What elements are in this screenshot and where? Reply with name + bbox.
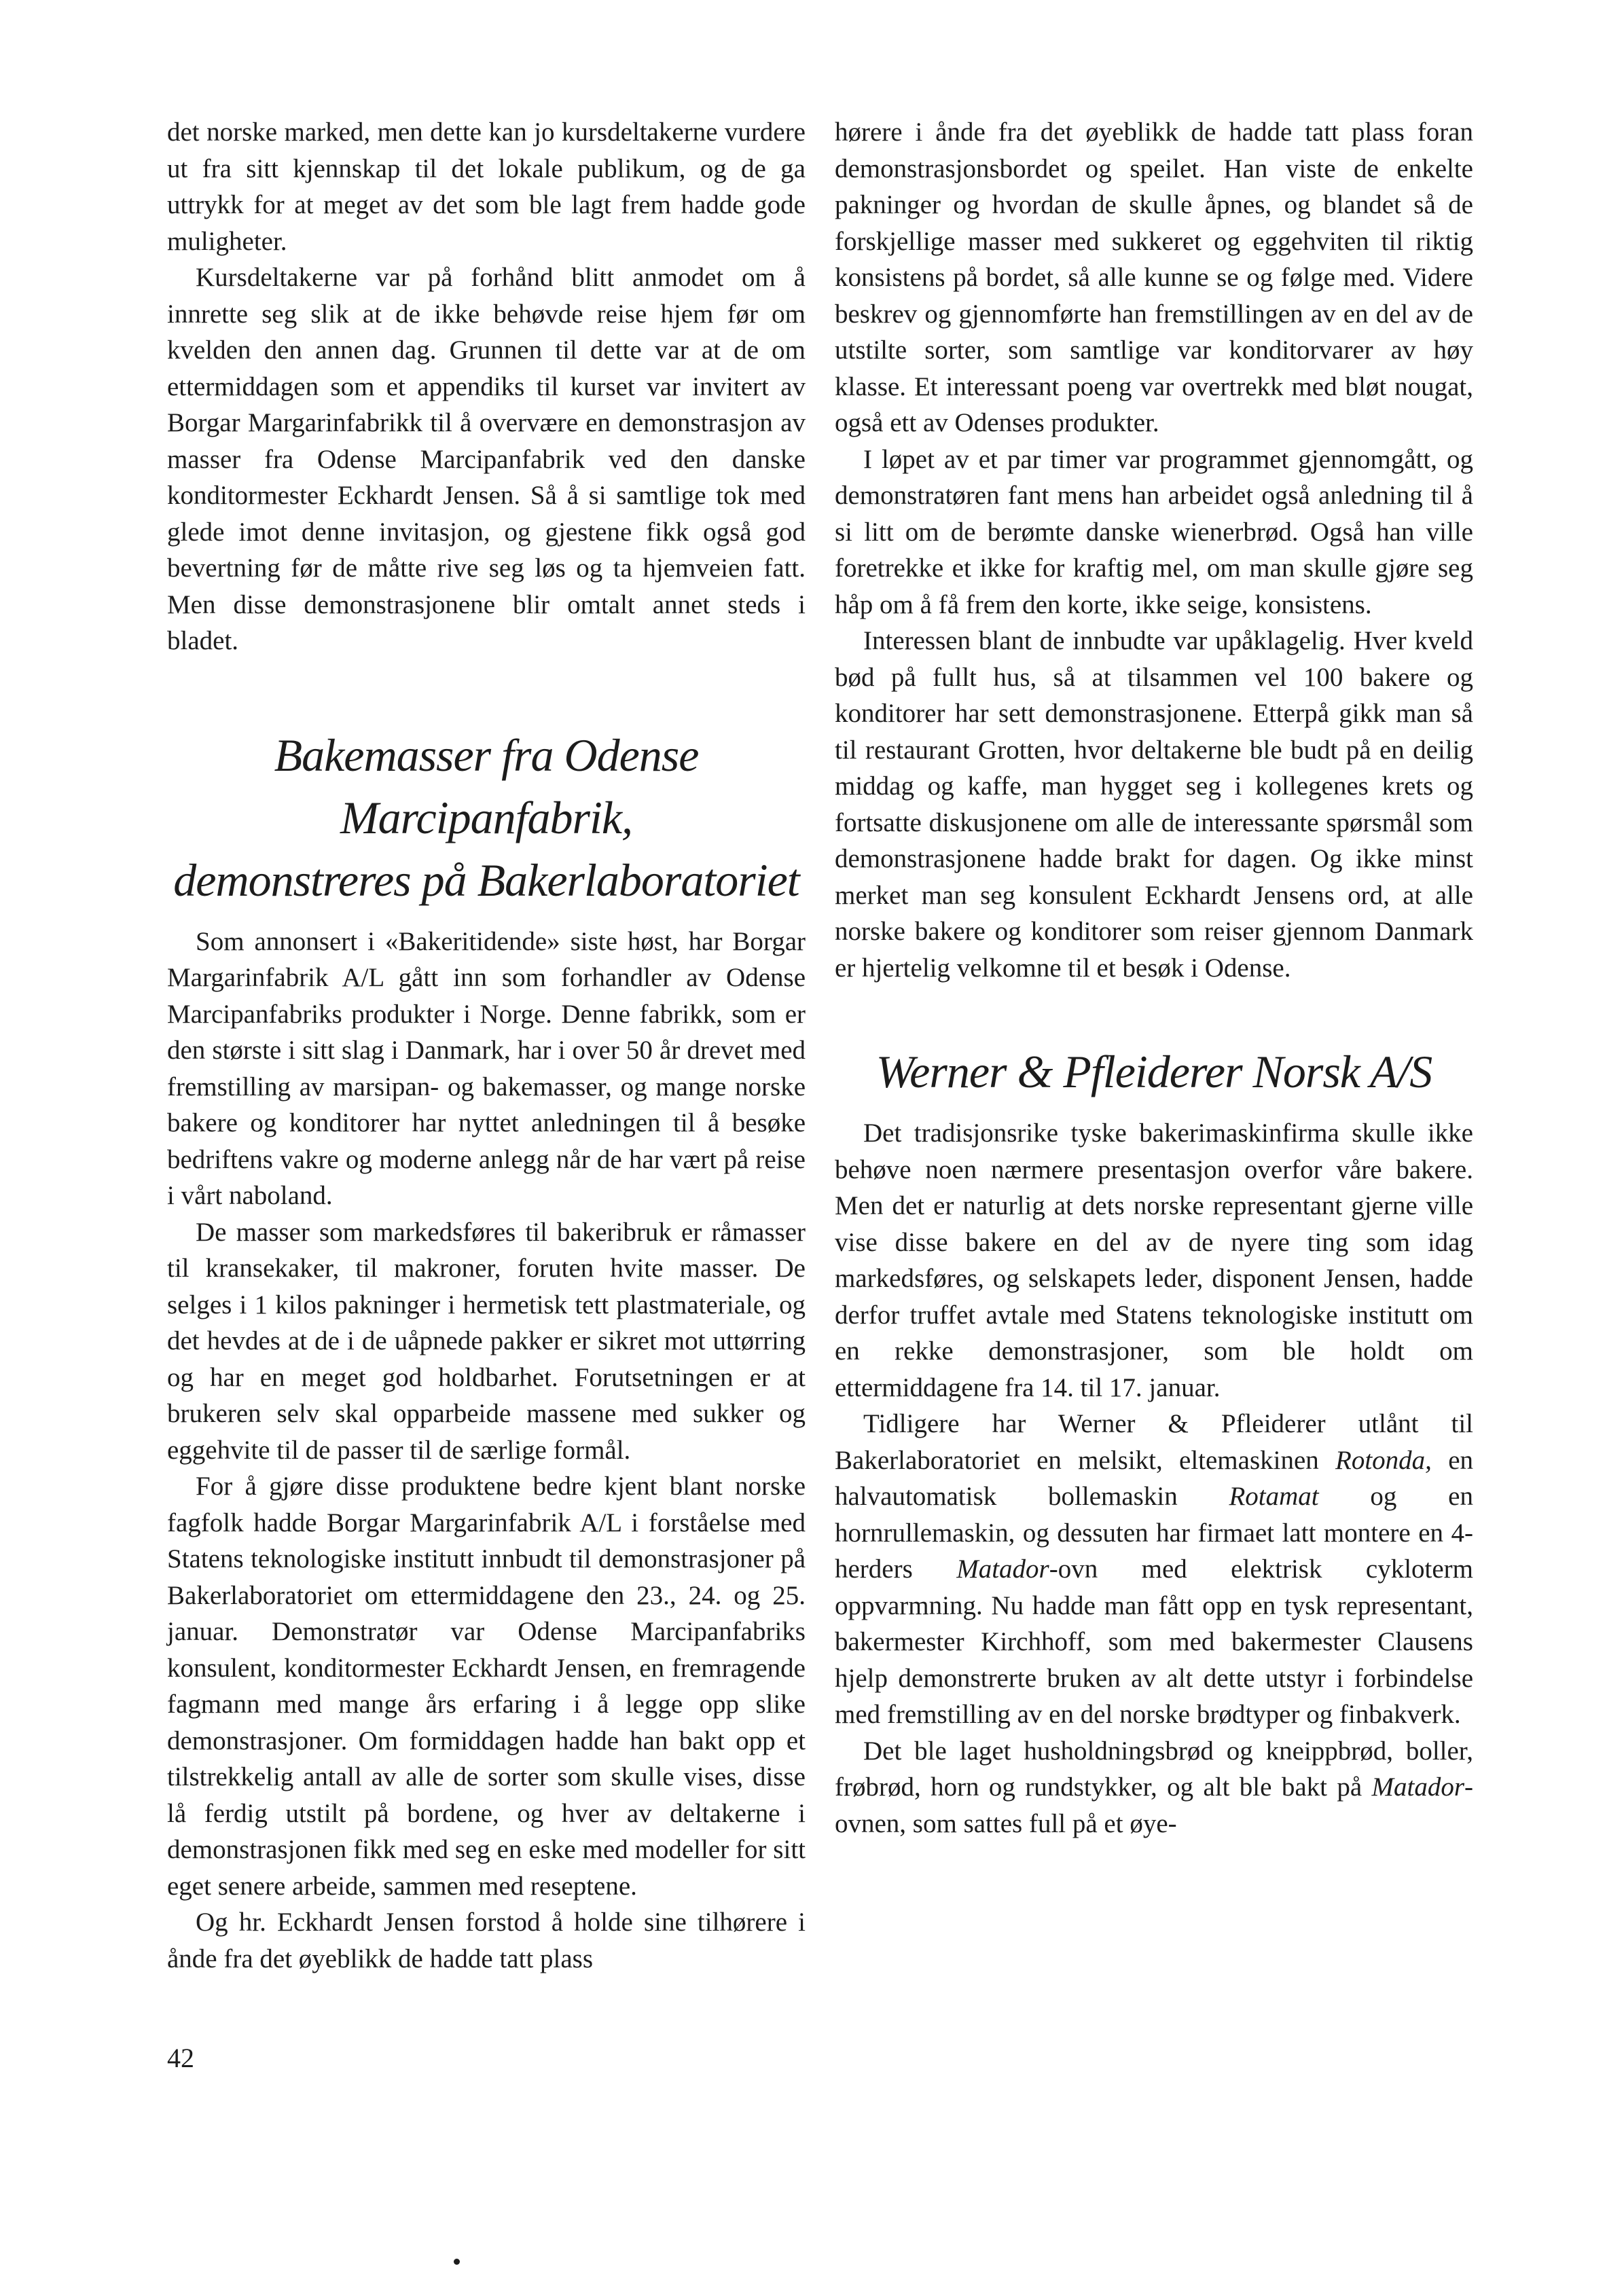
heading-line: Bakemasser fra Odense Marcipanfabrik,: [274, 729, 699, 843]
print-mark: [454, 2259, 460, 2265]
text-run: og en hornrullemaskin, og dessuten har firmaet latt montere en 4-herders: [835, 1482, 1473, 1584]
paragraph: det norske marked, men dette kan jo kursdeltakerne vurdere ut fra sitt kjennskap til det lokale publikum, og de ga uttrykk for at meget av det som ble lagt frem hadde gode muligheter.: [167, 117, 806, 256]
section-heading-werner-pfleiderer: Werner & Pfleiderer Norsk A/S: [875, 1046, 1432, 1097]
paragraph: Interessen blant de innbudte var upåklagelig. Hver kveld bød på fullt hus, så at tilsammen vel 100 bakere og konditorer har sett demonstrasjonene. Etterpå gikk man så til restaurant Grotten, hvor deltakerne ble budt på en deilig middag og kaffe, man hygget seg i kollegenes krets og fortsatte diskusjonene om alle de interessante spørsmål som demonstrasjonene hadde brakt for dagen. Og ikke minst merket man seg konsulent Eckhardt Jensens ord, at alle norske bakere og konditorer som reiser gjennom Danmark er hjertelig velkomne til et besøk i Odense.: [835, 626, 1473, 983]
paragraph: Og hr. Eckhardt Jensen forstod å holde sine tilhørere i ånde fra det øyeblikk de hadde tatt plass: [167, 1908, 806, 1973]
paragraph: Som annonsert i «Bakeritidende» siste høst, har Borgar Margarinfabrik A/L gått inn som forhandler av Odense Marcipanfabriks produkter i Norge. Denne fabrikk, som er den største i sitt slag i Danmark, har i over 50 år drevet med fremstilling av marsipan- og bakemasser, og mange norske bakere og konditorer har nyttet anledningen til å besøke bedriftens vakre og moderne anlegg når de har vært på reise i vårt naboland.: [167, 926, 806, 1210]
product-name: Matador: [956, 1554, 1049, 1584]
left-column: [167, 114, 806, 1973]
paragraph: [835, 1733, 1473, 1842]
paragraph: For å gjøre disse produktene bedre kjent blant norske fagfolk hadde Borgar Margarinfabrik A/L i forståelse med Statens teknologiske institutt innbudt til demonstrasjoner på Bakerlaboratoriet om ettermiddagene den 23., 24. og 25. januar. Demonstratør var Odense Marcipanfabriks konsulent, konditormester Eckhardt Jensen, en fremragende fagmann med mange års erfaring i å legge opp slike demonstrasjoner. Om formiddagen hadde han bakt opp et tilstrekkelig antall av alle de sorter som skulle vises, disse lå ferdig utstilt på bordene, og hver av deltakerne i demonstrasjonen fikk med seg en eske med modeller for sitt eget senere arbeide, sammen med reseptene.: [167, 1472, 806, 1901]
text-run: Tidligere har Werner & Pfleiderer utlånt til Bakerlaboratoriet en melsikt, eltemaskinen: [835, 1409, 1473, 1475]
heading-line: demonstreres på Bakerlaboratoriet: [173, 854, 799, 906]
paragraph: [835, 1406, 1473, 1733]
paragraph: De masser som markedsføres til bakeribruk er råmasser til kransekaker, til makroner, foruten hvite masser. De selges i 1 kilos pakninger i hermetisk tett plastmateriale, og det hevdes at de i de uåpnede pakker er sikret mot uttørring og har en meget god holdbarhet. Forutsetningen er at brukeren selv skal opparbeide massene med sukker og eggehvite til de passer til de særlige formål.: [167, 1217, 806, 1465]
product-name: Rotonda,: [1335, 1445, 1432, 1475]
section-heading-bakemasser: [167, 724, 806, 911]
right-column: [835, 114, 1473, 1842]
paragraph: I løpet av et par timer var programmet gjennomgått, og demonstratøren fant mens han arbeidet også anledning til å si litt om de berømte danske wienerbrød. Også han ville foretrekke et ikke for kraftig mel, om man skulle gjøre seg håp om å få frem den korte, ikke seige, konsistens.: [835, 444, 1473, 619]
text-run: Det ble laget husholdningsbrød og kneippbrød, boller, frøbrød, horn og rundstykker, og alt ble bakt på: [835, 1736, 1473, 1802]
page-number: 42: [167, 2043, 194, 2073]
product-name: Rotamat: [1229, 1482, 1319, 1511]
paragraph: Kursdeltakerne var på forhånd blitt anmodet om å innrette seg slik at de ikke behøvde reise hjem før om kvelden den annen dag. Grunnen til dette var at de om ettermiddagen som et appendiks til kurset var invitert av Borgar Margarinfabrikk til å overvære en demonstrasjon av masser fra Odense Marcipanfabrik ved den danske konditormester Eckhardt Jensen. Så å si samtlige tok med glede imot denne invitasjon, og gjestene fikk også god bevertning før de måtte rive seg løs og ta hjemveien fatt. Men disse demonstrasjonene blir omtalt annet steds i bladet.: [167, 263, 806, 655]
text-run: -ovnen, som sattes full på et øye-: [835, 1772, 1473, 1838]
text-run: en halvautomatisk bollemaskin: [835, 1445, 1473, 1511]
paragraph: hørere i ånde fra det øyeblikk de hadde tatt plass foran demonstrasjonsbordet og speilet. Han viste de enkelte pakninger og hvordan de skulle åpnes, og blandet så de forskjellige masser med sukkeret og eggehviten til riktig konsistens på bordet, så alle kunne se og følge med. Videre beskrev og gjennomførte han fremstillingen av en del av de utstilte sorter, som samtlige var konditorvarer av høy klasse. Et interessant poeng var overtrekk med bløt nougat, også ett av Odenses produkter.: [835, 117, 1473, 437]
paragraph: Det tradisjonsrike tyske bakerimaskinfirma skulle ikke behøve noen nærmere presentasjon overfor våre bakere. Men det er naturlig at dets norske representant gjerne ville vise disse bakere en del av de nyere ting som idag markedsføres, og selskapets leder, disponent Jensen, hadde derfor truffet avtale med Statens teknologiske institutt om en rekke demonstrasjoner, som ble holdt om ettermiddagene fra 14. til 17. januar.: [835, 1118, 1473, 1402]
product-name: Matador: [1371, 1772, 1464, 1802]
text-run: -ovn med elektrisk cykloterm oppvarmning. Nu hadde man fått opp en tysk representant, bakermester Kirchhoff, som med bakermester Clausens hjelp demonstrerte bruken av alt dette utstyr i forbindelse med fremstilling av en del norske brødtyper og finbakverk.: [835, 1554, 1473, 1729]
